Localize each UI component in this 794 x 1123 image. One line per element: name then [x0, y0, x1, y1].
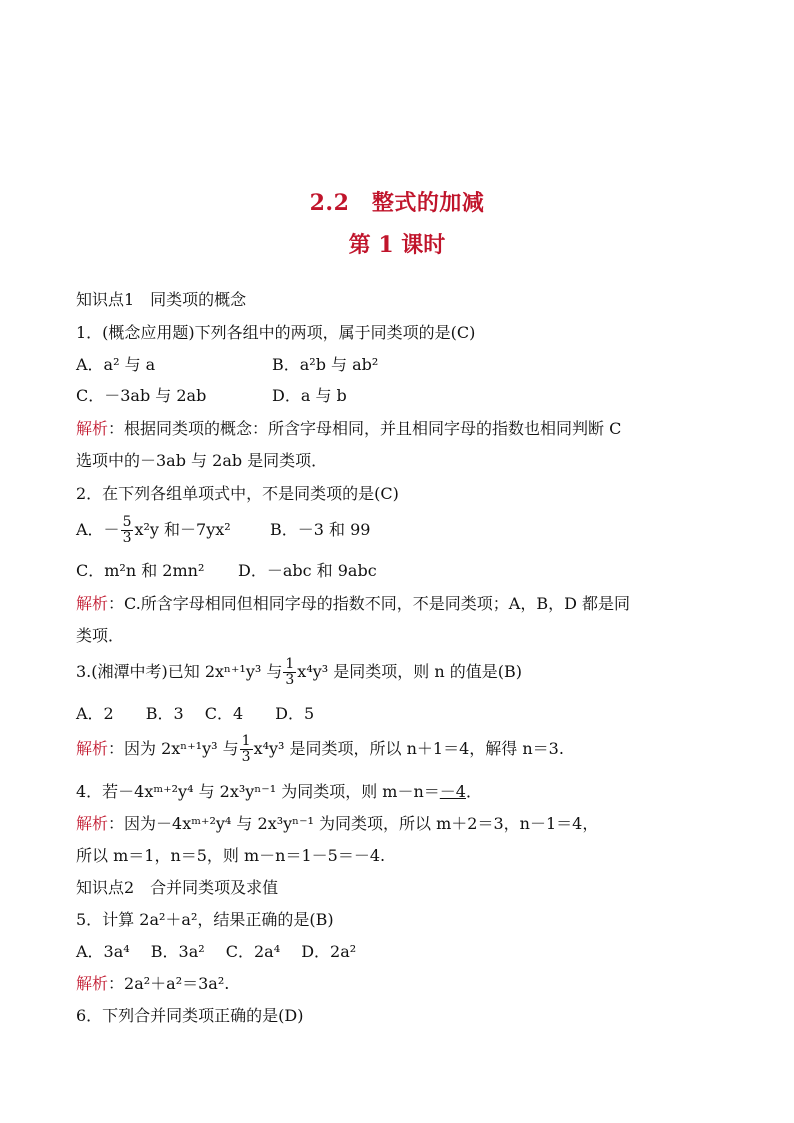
q1-option-d: D．a 与 b: [272, 386, 347, 405]
knowledge-point-2: 知识点2 合并同类项及求值: [76, 878, 279, 897]
q4-analysis: 解析：因为－4xᵐ⁺²y⁴ 与 2x³yⁿ⁻¹ 为同类项，所以 m＋2＝3，n－1＝4，: [76, 814, 599, 833]
question-2: 2．在下列各组单项式中，不是同类项的是(C): [76, 484, 399, 503]
q2-analysis-cont: 类项．: [76, 626, 125, 645]
q1-analysis-cont: 选项中的－3ab 与 2ab 是同类项．: [76, 451, 328, 470]
question-6: 6．下列合并同类项正确的是(D): [76, 1006, 304, 1025]
q1-option-c: C．－3ab 与 2ab: [76, 386, 207, 405]
question-1: 1．(概念应用题)下列各组中的两项，属于同类项的是(C): [76, 323, 476, 342]
question-4: 4．若－4xᵐ⁺²y⁴ 与 2x³yⁿ⁻¹ 为同类项，则 m－n＝－4．: [76, 782, 482, 801]
q2-option-b: B．－3 和 99: [270, 520, 371, 539]
q1-option-b: B．a²b 与 ab²: [272, 355, 379, 374]
q1-analysis: 解析：根据同类项的概念：所含字母相同，并且相同字母的指数也相同判断 C: [76, 419, 622, 438]
q1-option-a: A．a² 与 a: [76, 355, 156, 374]
q4-answer: －4: [439, 782, 466, 801]
knowledge-point-1: 知识点1 同类项的概念: [76, 290, 247, 309]
q2-option-a: A．－ $\frac{5}{3}$ x²y 和－7yx²: [76, 514, 231, 546]
section-title: 2.2 整式的加减: [309, 190, 485, 216]
q2-analysis: 解析：C.所含字母相同但相同字母的指数不同，不是同类项；A，B，D 都是同: [76, 594, 631, 613]
q2-option-d: D．－abc 和 9abc: [238, 561, 377, 580]
q5-options: A．3a⁴ B．3a² C．2a⁴ D．2a²: [76, 942, 357, 961]
q4-analysis-cont: 所以 m＝1，n＝5，则 m－n＝1－5＝－4.: [76, 846, 386, 865]
q5-analysis: 解析：2a²＋a²＝3a².: [76, 974, 230, 993]
q3-options: A．2 B．3 C．4 D．5: [76, 704, 315, 723]
question-3: 3.(湘潭中考)已知 2xⁿ⁺¹y³ 与 $\frac{1}{3}$ x⁴y³ 是同类项，则 n 的值是(B): [76, 656, 522, 688]
q2-option-c: C．m²n 和 2mn²: [76, 561, 205, 580]
fraction-5-3: $\frac{5}{3}$: [122, 514, 132, 546]
analysis-label: 解析: [76, 419, 109, 438]
fraction-1-3: $\frac{1}{3}$: [285, 656, 295, 688]
q3-analysis: 解析：因为 2xⁿ⁺¹y³ 与 $\frac{1}{3}$ x⁴y³ 是同类项，所以 n＋1＝4，解得 n＝3.: [76, 733, 564, 765]
lesson-title: 第 1 课时: [348, 232, 446, 258]
question-5: 5．计算 2a²＋a²，结果正确的是(B): [76, 910, 334, 929]
